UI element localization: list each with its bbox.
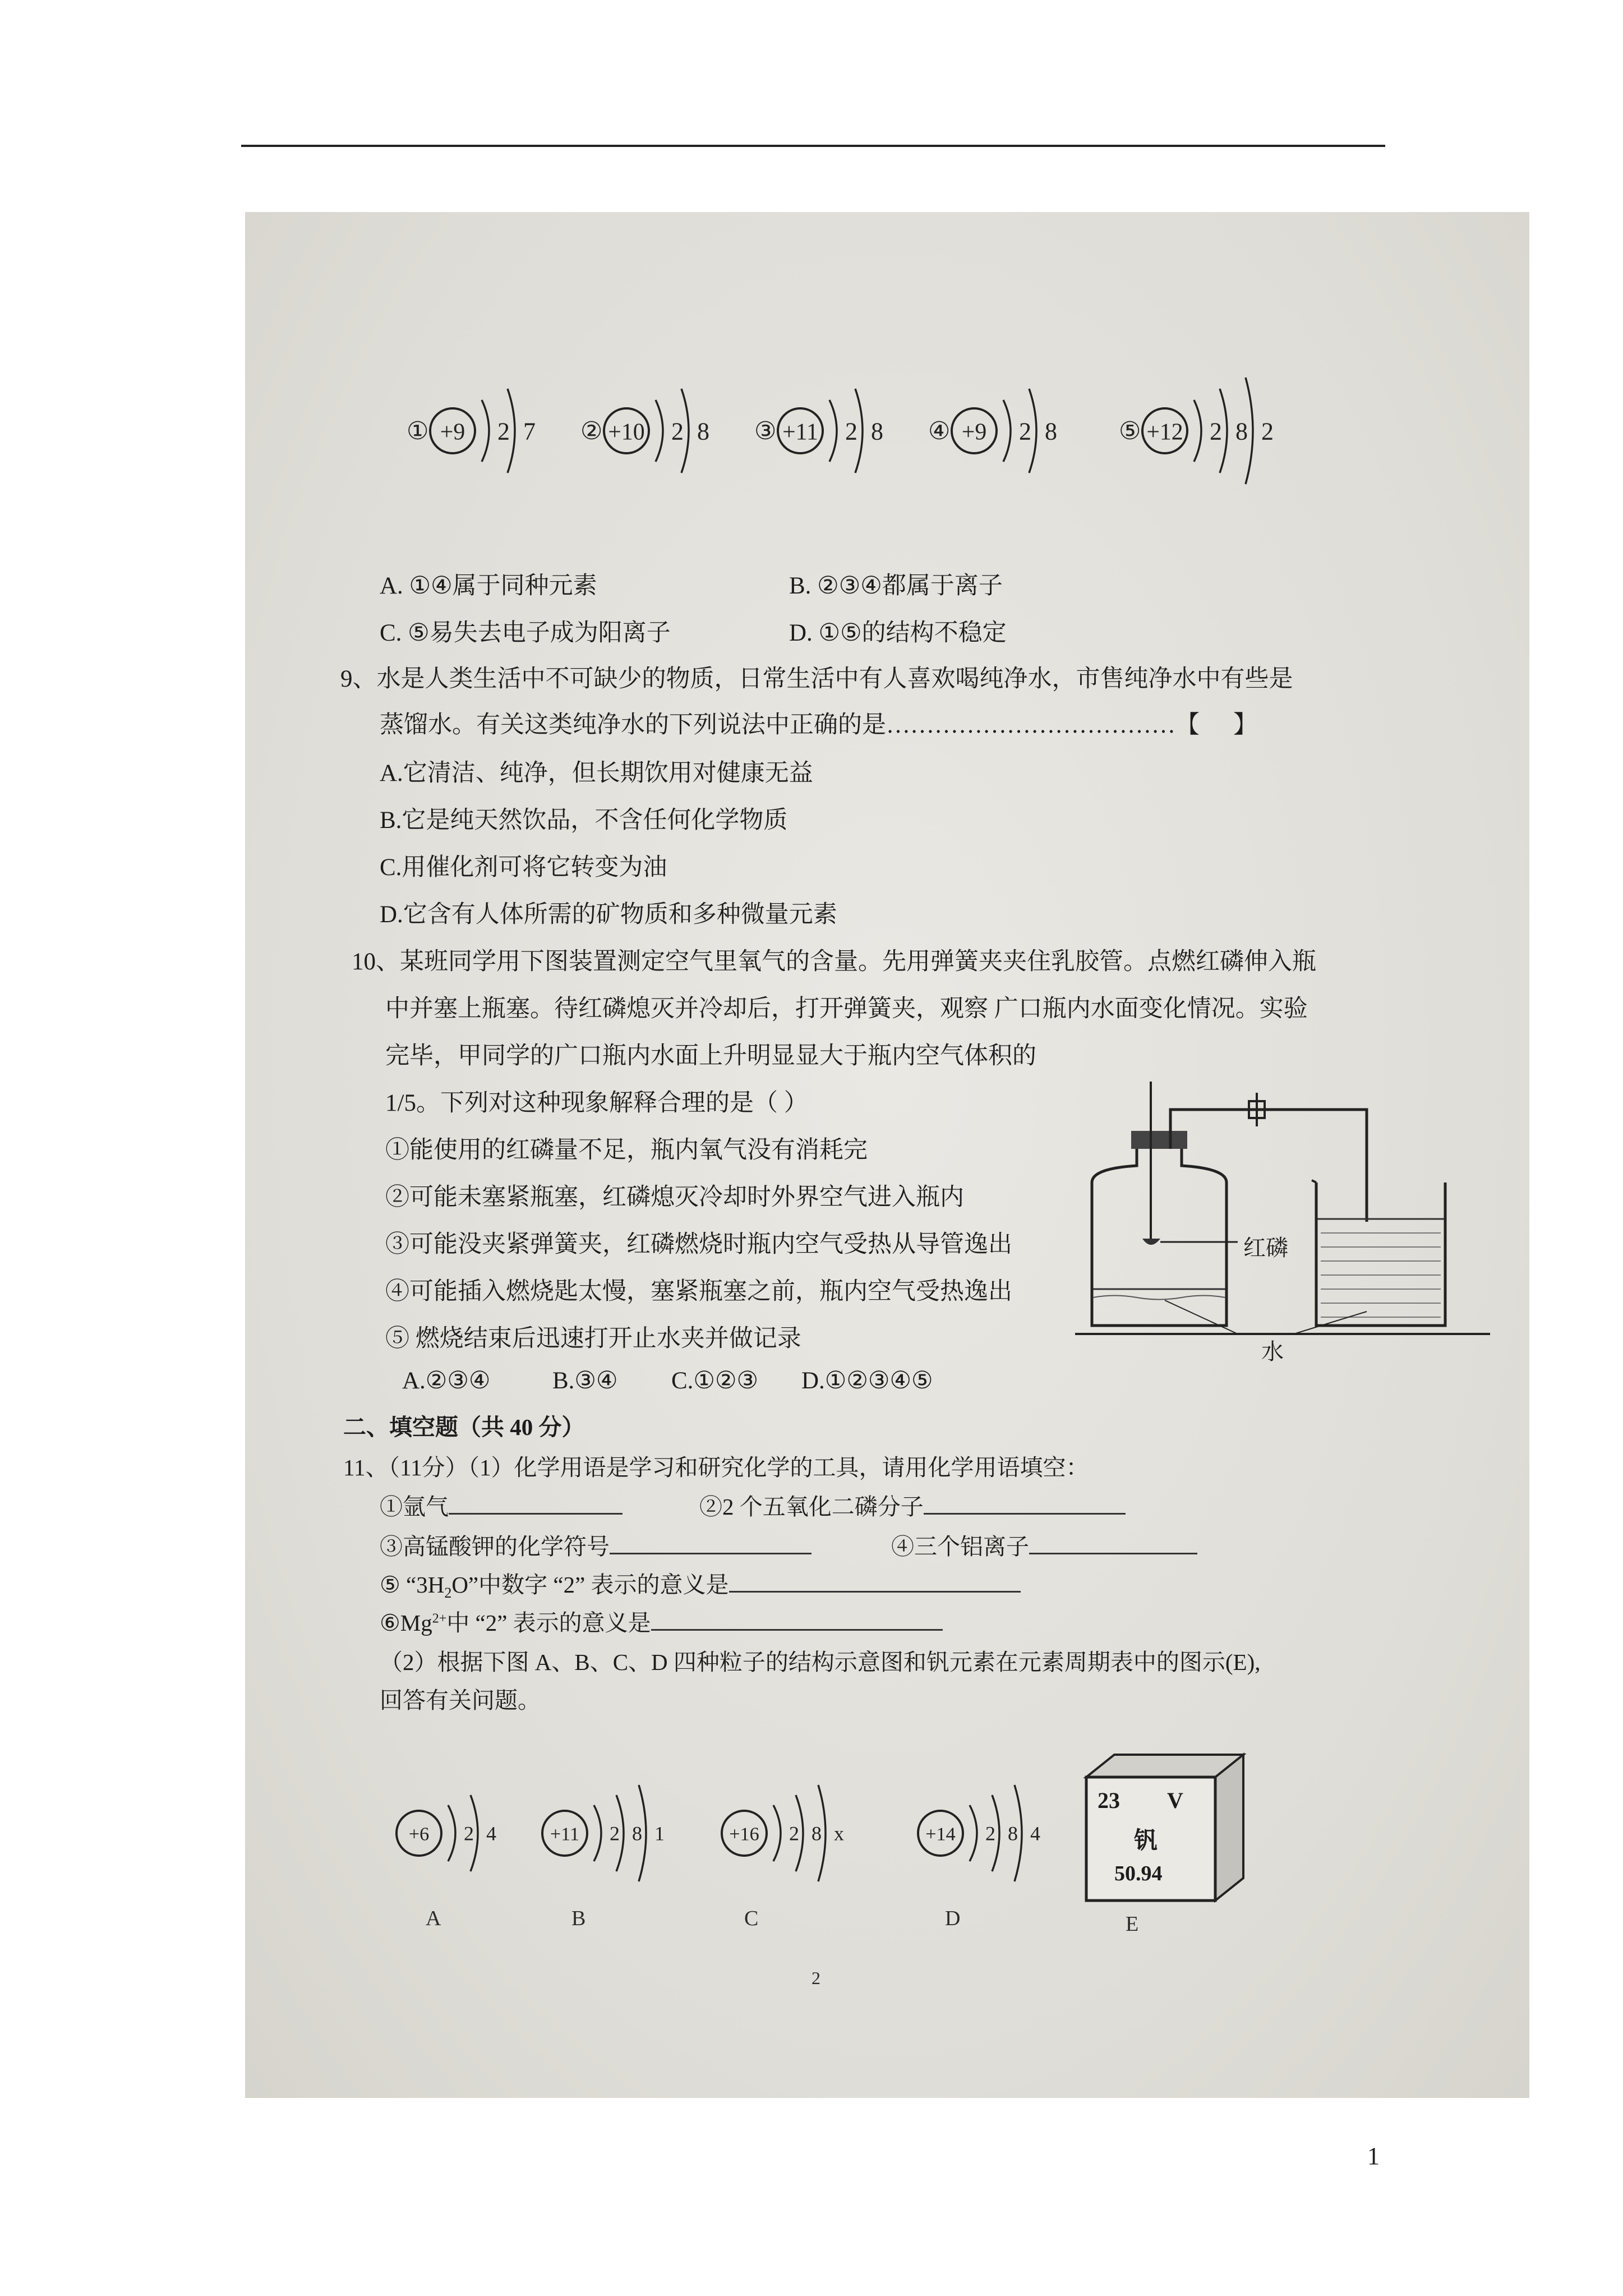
q8-atom-3-shell-1 [829,400,837,462]
particle-caption-c: C [744,1907,759,1930]
particle-d-nucleus-charge: +14 [925,1824,956,1845]
particle-b-shell-1 [594,1805,601,1861]
q10-item-5: ⑤ 燃烧结束后迅速打开止水夹并做记录 [385,1326,801,1352]
q11-item-5-prefix: ⑤ “3H [380,1572,445,1598]
q11-item-6 [380,1604,943,1637]
q8-atom-4-shell-2-count: 8 [1045,417,1057,445]
particle-a [396,1795,496,1871]
vanadium-element-card [1075,1743,1266,1906]
q8-atom-4-shell-1 [1003,400,1011,462]
q10-apparatus-figure [1053,1070,1513,1362]
q11-item-5 [380,1566,1021,1602]
particle-a-shell-1-count: 2 [464,1822,474,1845]
q8-atom-5-label: ⑤ [1119,417,1141,445]
particle-caption-b: B [571,1907,586,1930]
q8-atom-2-label: ② [580,417,603,445]
element-atomic-mass: 50.94 [1114,1862,1163,1885]
q10-option-b: B.③④ [552,1368,618,1394]
q10-stem-line1: 10、某班同学用下图装置测定空气里氧气的含量。先用弹簧夹夹住乳胶管。点燃红磷伸入瓶 [352,949,1316,975]
q8-atom-4-shell-1-count: 2 [1019,417,1031,445]
q10-item-2: ②可能未塞紧瓶塞，红磷熄灭冷却时外界空气进入瓶内 [385,1184,964,1211]
particle-d-shell-1 [970,1805,977,1861]
particle-c-shell-2-count: 8 [811,1822,822,1845]
q9-option-b: B.它是纯天然饮品，不含任何化学物质 [380,807,788,834]
q8-atom-2-shell-2-count: 8 [697,417,709,445]
q11-item-3-label: ③高锰酸钾的化学符号 [380,1534,610,1559]
q8-atom-1 [407,389,536,473]
q10-stem-line3: 完毕，甲同学的广口瓶内水面上升明显显大于瓶内空气体积的 [385,1043,1036,1069]
q8-atom-5-shell-2-count: 8 [1235,417,1248,445]
q11-item-3-blank[interactable] [610,1533,811,1554]
particle-b-shell-2-count: 8 [632,1822,642,1845]
q8-atom-5-nucleus-charge: +12 [1146,419,1183,445]
photo-page-number: 2 [811,1968,820,1988]
q10-item-4: ④可能插入燃烧匙太慢，塞紧瓶塞之前，瓶内空气受热逸出 [385,1278,1012,1305]
particle-c-shell-3-count: x [834,1822,844,1845]
q10-option-c: C.①②③ [671,1368,759,1394]
element-symbol: V [1167,1788,1183,1813]
q9-option-a: A.它清洁、纯净，但长期饮用对健康无益 [380,760,813,786]
particle-b [542,1785,665,1881]
particle-a-shell-2-count: 4 [486,1822,496,1845]
particle-b-shell-1-count: 2 [610,1822,620,1845]
q8-option-d: D. ①⑤的结构不稳定 [789,620,1007,646]
connecting-tube [1170,1110,1367,1222]
q8-atom-1-shell-1 [482,400,489,462]
q10-option-d: D.①②③④⑤ [801,1368,933,1394]
bottle-stopper [1131,1131,1187,1149]
q8-atom-5-shell-1-count: 2 [1210,417,1222,445]
q11-part2-line1: （2）根据下图 A、B、C、D 四种粒子的结构示意图和钒元素在元素周期表中的图示(E), [380,1649,1261,1675]
q8-atom-4 [928,389,1057,473]
q9-bracket-close: 】 [1233,712,1257,738]
q11-part2-line2: 回答有关问题。 [380,1687,541,1713]
particle-c-shell-1 [773,1805,781,1861]
q8-option-c: C. ⑤易失去电子成为阳离子 [380,620,671,646]
q9-stem-line2 [380,706,1257,740]
q11-item-6-suffix: 中 “2” 表示的意义是 [446,1610,651,1636]
q8-atom-3-shell-2-count: 8 [871,417,883,445]
q11-intro: 11、（11分）（1）化学用语是学习和研究化学的工具，请用化学用语填空： [343,1455,1089,1480]
section-2-title: 二、填空题（共 40 分） [343,1414,585,1440]
particle-c-nucleus-charge: +16 [729,1824,759,1845]
q11-item-6-superscript: 2+ [432,1611,447,1626]
page-number: 1 [1367,2142,1380,2170]
q9-option-c: C.用催化剂可将它转变为油 [380,854,667,881]
q8-atom-2-shell-1-count: 2 [671,417,684,445]
particle-d [918,1785,1040,1881]
element-caption-e: E [1126,1912,1139,1936]
q8-atom-3-nucleus-charge: +11 [782,419,818,445]
q11-item-1-label: ①氩气 [380,1494,449,1520]
q11-item-1 [380,1488,623,1521]
q8-atom-3-shell-1-count: 2 [845,417,857,445]
beaker [1316,1182,1445,1326]
q10-stem-line4: 1/5。下列对这种现象解释合理的是（ ） [385,1090,808,1116]
combustion-spoon [1142,1239,1160,1245]
q8-atom-3 [754,389,883,473]
scanned-exam-page [245,212,1529,2098]
q8-atom-4-label: ④ [928,417,951,445]
q11-item-2-blank[interactable] [924,1493,1126,1515]
particle-d-shell-1-count: 2 [985,1822,995,1845]
q11-item-4 [891,1528,1197,1561]
wide-mouth-bottle [1092,1143,1227,1326]
particle-d-shell-2-count: 8 [1008,1822,1018,1845]
q11-item-5-suffix: O”中数字 “2” 表示的意义是 [451,1572,729,1598]
q11-item-5-blank[interactable] [729,1571,1021,1593]
q11-item-1-blank[interactable] [449,1493,623,1515]
q8-atom-2 [580,389,709,473]
particle-caption-a: A [426,1907,441,1930]
label-water: 水 [1261,1339,1284,1364]
q8-atom-2-nucleus-charge: +10 [608,419,645,445]
q10-option-a: A.②③④ [402,1368,491,1394]
particle-a-nucleus-charge: +6 [408,1824,430,1845]
particle-caption-d: D [945,1907,961,1930]
q8-atom-5 [1119,378,1274,484]
q8-atom-5-shell-1 [1194,400,1201,462]
q8-option-b: B. ②③④都属于离子 [789,573,1003,599]
particle-b-shell-3-count: 1 [654,1822,665,1845]
q9-stem-line1: 9、水是人类生活中不可缺少的物质，日常生活中有人喜欢喝纯净水，市售纯净水中有些是 [340,666,1293,692]
q10-item-1: ①能使用的红磷量不足，瓶内氧气没有消耗完 [385,1137,868,1163]
q8-atom-1-shell-2-count: 7 [523,417,536,445]
q11-item-3 [380,1528,811,1561]
q11-item-6-prefix: ⑥Mg [380,1610,432,1636]
q11-item-4-blank[interactable] [1029,1533,1197,1554]
particle-a-shell-1 [448,1805,455,1861]
q8-option-a: A. ①④属于同种元素 [380,573,597,599]
q10-stem-line2: 中并塞上瓶塞。待红磷熄灭并冷却后，打开弹簧夹，观察 广口瓶内水面变化情况。实验 [385,996,1308,1022]
q8-atom-3-label: ③ [754,417,777,445]
q8-atom-2-shell-1 [656,400,663,462]
particle-d-shell-3-count: 4 [1030,1822,1040,1845]
header-rule [241,145,1385,147]
q8-atom-diagrams [391,364,1501,504]
q8-atom-4-nucleus-charge: +9 [961,419,987,445]
label-red-phosphorus: 红磷 [1243,1235,1288,1260]
particle-c-shell-1-count: 2 [789,1822,799,1845]
element-atomic-number: 23 [1098,1788,1120,1813]
q11-item-6-blank[interactable] [651,1609,943,1631]
q11-item-5-subscript: 2 [444,1585,452,1602]
q11-item-2-label: ②2 个五氧化二磷分子 [699,1494,924,1520]
particle-c [722,1785,844,1881]
q11-item-2 [699,1488,1126,1521]
q8-atom-5-shell-3-count: 2 [1261,417,1274,445]
particle-b-nucleus-charge: +11 [550,1824,580,1845]
q9-stem-text: 蒸馏水。有关这类纯净水的下列说法中正确的是………………………………【 [380,712,1200,738]
element-name: 钒 [1134,1828,1158,1854]
q8-atom-1-label: ① [407,417,429,445]
q9-option-d: D.它含有人体所需的矿物质和多种微量元素 [380,901,837,928]
q8-atom-1-shell-1-count: 2 [497,417,510,445]
q8-atom-1-nucleus-charge: +9 [440,419,465,445]
q10-item-3: ③可能没夹紧弹簧夹，红磷燃烧时瓶内空气受热从导管逸出 [385,1231,1012,1258]
q11-item-4-label: ④三个铝离子 [891,1534,1029,1559]
